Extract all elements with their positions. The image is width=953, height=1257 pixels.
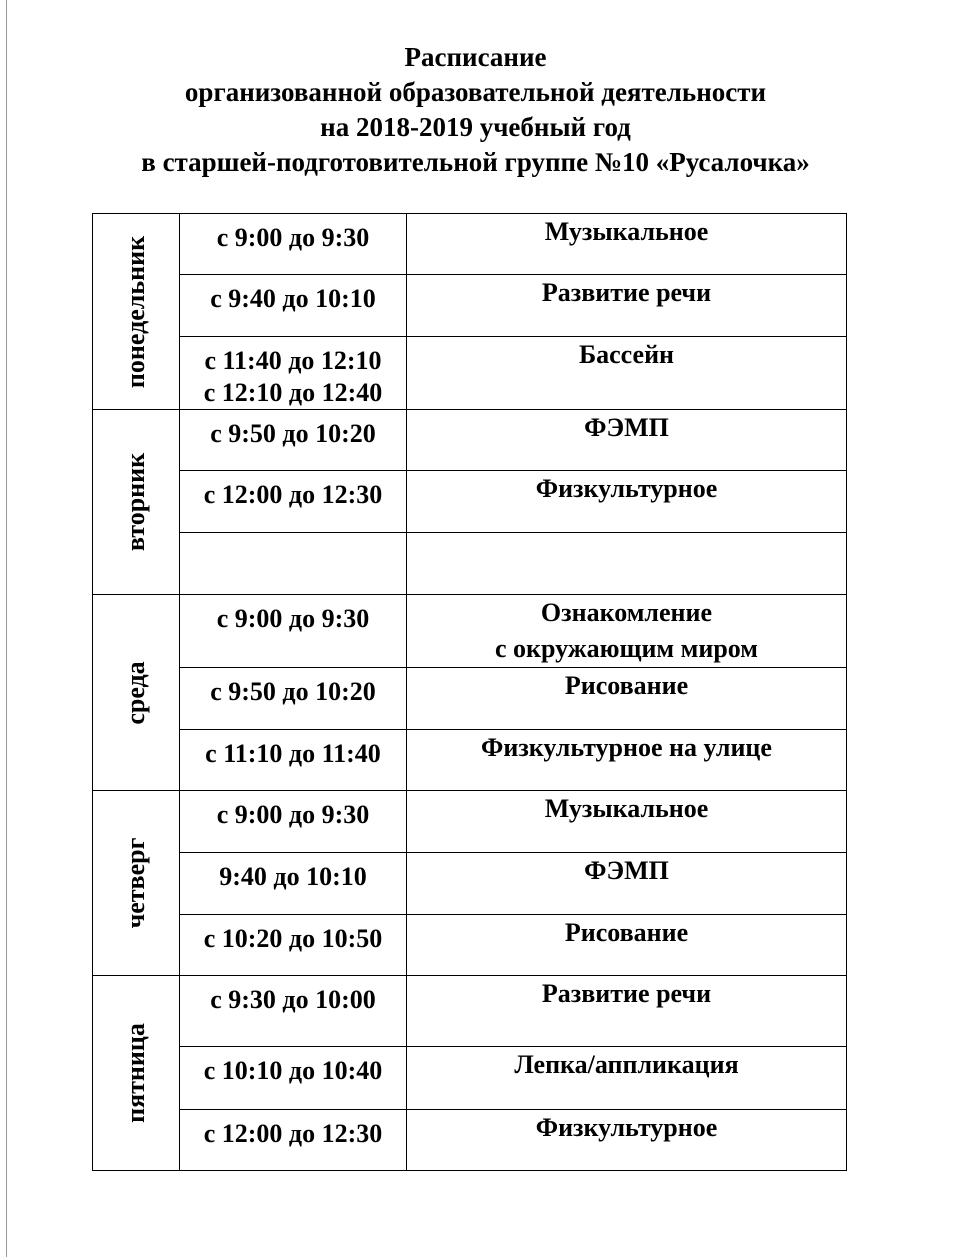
time-text: с 9:30 до 10:00: [210, 985, 376, 1014]
time-text: с 12:00 до 12:30: [203, 1119, 383, 1148]
day-label: вторник: [121, 452, 150, 552]
title-line-1: Расписание: [404, 42, 547, 72]
day-label: понедельник: [121, 235, 150, 388]
activity-text: Физкультурное: [535, 474, 718, 503]
activity-text: ФЭМП: [584, 856, 669, 885]
activity-cell: [407, 337, 847, 410]
activity-text: Развитие речи: [541, 278, 712, 307]
schedule-row: [93, 1047, 847, 1110]
activity-cell: [407, 595, 847, 668]
schedule-title: [0, 40, 953, 180]
activity-cell: [407, 853, 847, 915]
day-label: среда: [121, 660, 150, 725]
schedule-row: [93, 668, 847, 730]
day-label: четверг: [121, 837, 150, 929]
time-cell: [180, 791, 407, 853]
time-text: с 12:00 до 12:30: [203, 480, 383, 509]
schedule-table: [92, 213, 847, 1171]
activity-cell: [407, 791, 847, 853]
time-cell: [180, 337, 407, 410]
schedule-row: [93, 976, 847, 1047]
activity-text: с окружающим миром: [494, 634, 759, 663]
time-cell: [180, 1110, 407, 1171]
activity-text: Бассейн: [578, 340, 675, 369]
title-line-4: в старшей-подготовительной группе №10 «Русалочка»: [141, 147, 810, 177]
schedule-row: [93, 730, 847, 791]
day-cell: [93, 214, 180, 410]
activity-text: Физкультурное: [535, 1113, 718, 1142]
day-cell: [93, 976, 180, 1171]
time-cell: [180, 730, 407, 791]
time-text: с 10:20 до 10:50: [203, 924, 383, 953]
time-text: 9:40 до 10:10: [219, 862, 367, 891]
schedule-row: [93, 1110, 847, 1171]
page-edge-line: [6, 0, 7, 1257]
activity-cell: [407, 410, 847, 471]
time-cell: [180, 976, 407, 1047]
activity-cell: [407, 275, 847, 337]
day-cell: [93, 791, 180, 976]
time-cell: [180, 915, 407, 976]
schedule-row: [93, 595, 847, 668]
title-line-3: на 2018-2019 учебный год: [320, 112, 631, 142]
day-cell: [93, 595, 180, 791]
schedule-row: [93, 337, 847, 410]
time-text: с 9:50 до 10:20: [210, 419, 376, 448]
activity-cell: [407, 533, 847, 595]
day-cell: [93, 410, 180, 595]
activity-cell: [407, 1047, 847, 1110]
time-text: с 9:40 до 10:10: [210, 284, 376, 313]
time-text: с 9:50 до 10:20: [210, 677, 376, 706]
time-cell: [180, 471, 407, 533]
time-cell: [180, 595, 407, 668]
activity-text: Ознакомление: [540, 598, 713, 627]
activity-cell: [407, 730, 847, 791]
time-cell: [180, 1047, 407, 1110]
activity-text: Физкультурное на улице: [481, 733, 772, 762]
activity-cell: [407, 1110, 847, 1171]
time-cell: [180, 275, 407, 337]
schedule-row: [93, 853, 847, 915]
time-text: с 9:00 до 9:30: [216, 223, 370, 252]
activity-cell: [407, 214, 847, 275]
schedule-row: [93, 915, 847, 976]
activity-text: Рисование: [564, 671, 689, 700]
time-text: с 9:00 до 9:30: [216, 800, 370, 829]
activity-cell: [407, 915, 847, 976]
activity-text: Развитие речи: [541, 979, 712, 1008]
schedule-row: [93, 275, 847, 337]
schedule-row: [93, 471, 847, 533]
time-cell: [180, 668, 407, 730]
time-text: с 12:10 до 12:40: [203, 378, 383, 407]
time-cell: [180, 410, 407, 471]
schedule-row: [93, 791, 847, 853]
schedule-row: [93, 214, 847, 275]
time-text: с 10:10 до 10:40: [203, 1056, 383, 1085]
activity-text: Музыкальное: [544, 794, 709, 823]
activity-text: Лепка/аппликация: [514, 1050, 739, 1079]
activity-cell: [407, 976, 847, 1047]
activity-cell: [407, 471, 847, 533]
time-text: с 11:10 до 11:40: [205, 739, 381, 768]
schedule-row: [93, 410, 847, 471]
activity-text: Рисование: [564, 918, 689, 947]
time-cell: [180, 533, 407, 595]
time-text: с 11:40 до 12:10: [204, 346, 382, 375]
activity-text: ФЭМП: [584, 413, 669, 442]
schedule-row: [93, 533, 847, 595]
time-text: с 9:00 до 9:30: [216, 604, 370, 633]
time-cell: [180, 214, 407, 275]
time-cell: [180, 853, 407, 915]
title-line-2: организованной образовательной деятельности: [184, 77, 767, 107]
activity-text: Музыкальное: [544, 217, 709, 246]
activity-cell: [407, 668, 847, 730]
day-label: пятница: [121, 1023, 150, 1123]
